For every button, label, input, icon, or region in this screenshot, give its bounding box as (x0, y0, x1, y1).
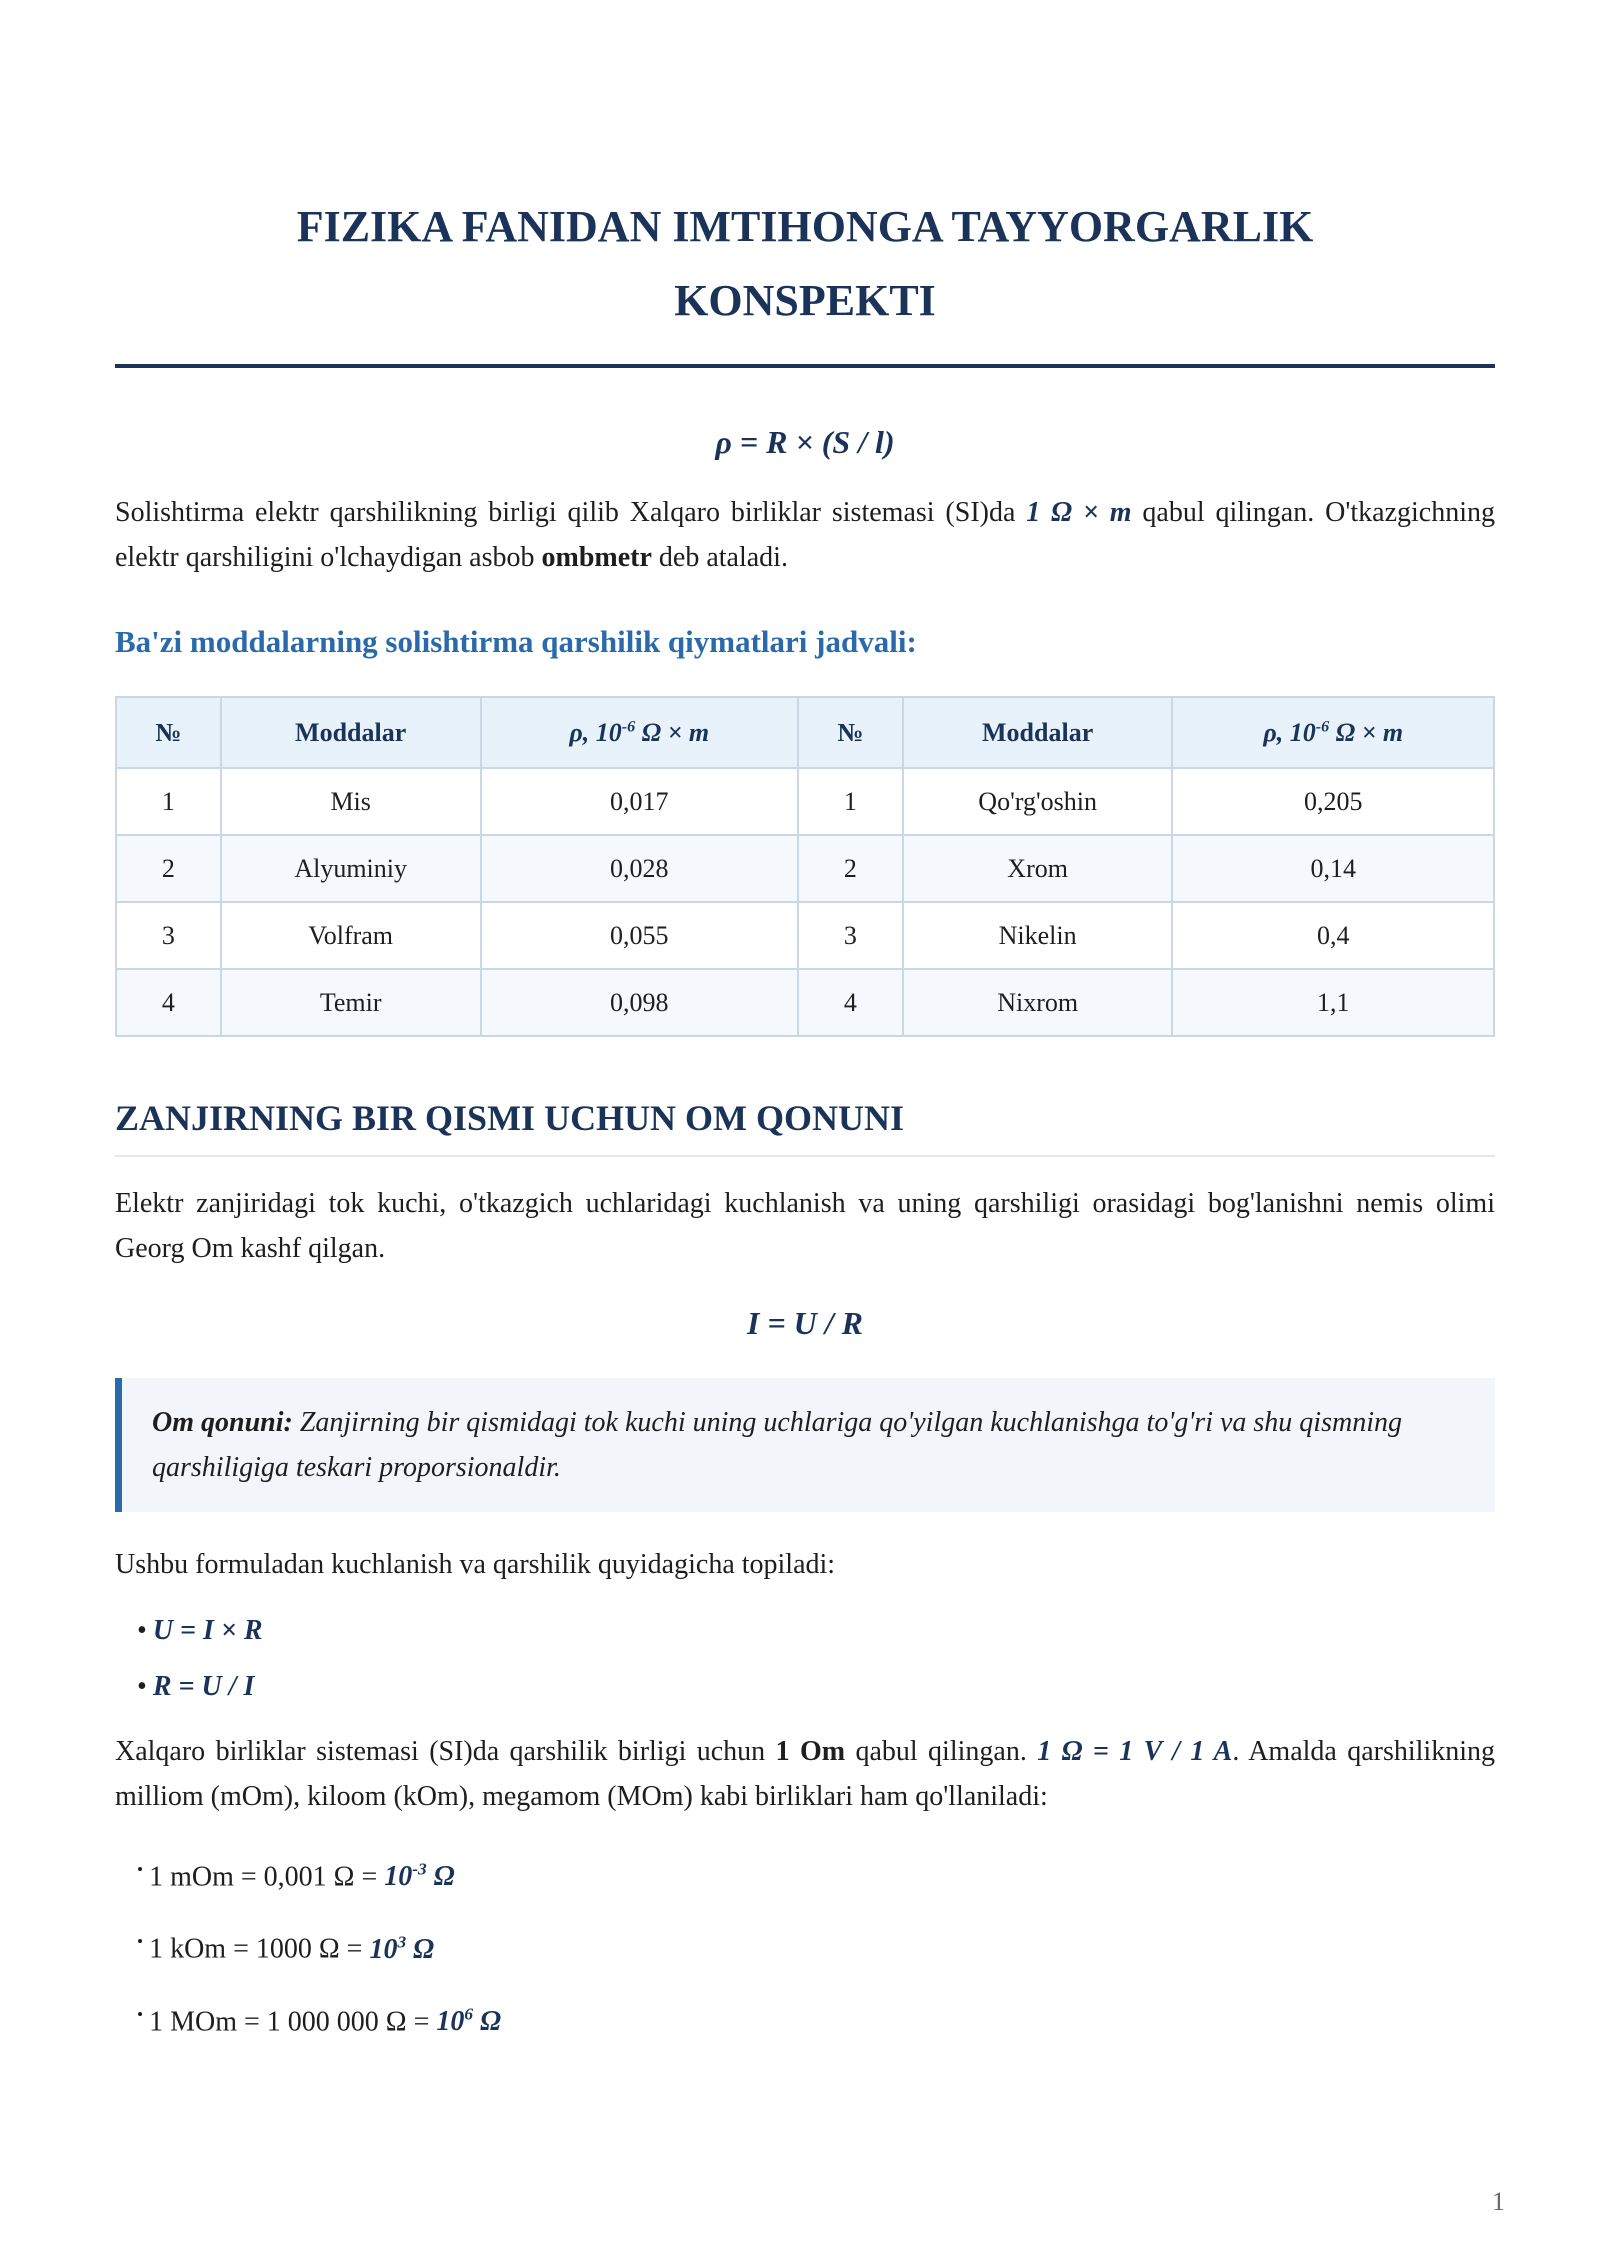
si-unit-paragraph (115, 1729, 1495, 1819)
cell-value: 0,017 (481, 768, 798, 835)
intro-unit: 1 Ω × m (1026, 497, 1132, 528)
si-unit-formula: 1 Ω = 1 V / 1 A (1037, 1736, 1233, 1767)
derived-formula-list (115, 1603, 1495, 1715)
cell-value: 1,1 (1172, 969, 1494, 1036)
list-item (137, 1603, 1495, 1659)
intro-bold-term: ombmetr (541, 542, 652, 573)
intro-text-3: deb ataladi. (651, 542, 788, 573)
header-substance-right: Moddalar (903, 697, 1173, 768)
cell-num: 3 (116, 902, 221, 969)
unit-text: 1 kOm = 1000 Ω = (149, 1933, 370, 1965)
cell-substance: Volfram (221, 902, 481, 969)
bullet-icon: • (137, 1860, 144, 1879)
list-item (137, 1659, 1495, 1715)
cell-substance: Xrom (903, 835, 1173, 902)
unit-power: $10^3$ Ω (369, 1932, 435, 1965)
cell-value: 0,14 (1172, 835, 1494, 902)
cell-num: 4 (116, 969, 221, 1036)
bullet-icon: • (137, 1671, 147, 1702)
intro-text-1: Solishtirma elektr qarshilikning birligi qilib Xalqaro birliklar sistemasi (SI)da (115, 497, 1027, 528)
ohm-formula: I = U / R (746, 1305, 864, 1341)
header-num-right: № (798, 697, 903, 768)
table-row (116, 969, 1494, 1036)
cell-num: 4 (798, 969, 903, 1036)
document-title (115, 190, 1495, 338)
resistivity-table (115, 696, 1495, 1037)
section-title: ZANJIRNING BIR QISMI UCHUN OM QONUNI (115, 1095, 1495, 1157)
bullet-icon: • (137, 2004, 144, 2024)
derived-formula: U = I × R (152, 1615, 263, 1646)
bullet-icon: • (137, 1615, 147, 1646)
page-number: 1 (1492, 2187, 1505, 2216)
cell-num: 3 (798, 902, 903, 969)
cell-substance: Alyuminiy (221, 835, 481, 902)
title-line-1: FIZIKA FANIDAN IMTIHONGA TAYYORGARLIK (296, 202, 1314, 251)
cell-num: 2 (798, 835, 903, 902)
header-rho-right: ρ, $10^{-6}$ Ω × m (1172, 697, 1494, 768)
table-row (116, 835, 1494, 902)
derived-formula: R = U / I (152, 1671, 255, 1702)
cell-substance: Nikelin (903, 902, 1173, 969)
document-page (115, 190, 1495, 2054)
cell-substance: Nixrom (903, 969, 1173, 1036)
title-divider (115, 364, 1495, 368)
cell-value: 0,055 (481, 902, 798, 969)
cell-value: 0,205 (1172, 768, 1494, 835)
unit-text: 1 mOm = 0,001 Ω = (149, 1861, 385, 1893)
cell-value: 0,4 (1172, 902, 1494, 969)
resistivity-formula: ρ = R × (S / l) (715, 424, 895, 460)
header-num-left: № (116, 697, 221, 768)
table-row (116, 768, 1494, 835)
si-text-2: qabul qilingan. (845, 1736, 1038, 1767)
list-item (137, 1909, 1495, 1981)
unit-power: $10^6$ Ω (436, 2004, 501, 2037)
header-substance-left: Moddalar (221, 697, 481, 768)
intro-paragraph (115, 490, 1495, 580)
list-item (137, 1837, 1495, 1909)
table-header-row (116, 697, 1494, 768)
ohm-law-callout (115, 1378, 1495, 1512)
cell-value: 0,028 (481, 835, 798, 902)
cell-num: 1 (116, 768, 221, 835)
cell-substance: Qo'rg'oshin (903, 768, 1173, 835)
title-line-2: KONSPEKTI (674, 276, 936, 325)
table-row (116, 902, 1494, 969)
unit-text: 1 MOm = 1 000 000 Ω = (149, 2005, 437, 2037)
intro-text-2: qabul qilingan. O'tkazgichning elektr qarshiligini o'lchaydigan asbob (115, 497, 1495, 573)
cell-value: 0,098 (481, 969, 798, 1036)
derive-intro-paragraph: Ushbu formuladan kuchlanish va qarshilik quyidagicha topiladi: (115, 1549, 836, 1580)
cell-num: 1 (798, 768, 903, 835)
list-item (137, 1982, 1495, 2054)
table-heading: Ba'zi moddalarning solishtirma qarshilik qiymatlari jadvali: (115, 624, 917, 659)
unit-power: $10^{-3}$ Ω (384, 1860, 455, 1893)
si-bold-unit: 1 Om (775, 1736, 846, 1767)
callout-label: Om qonuni: (152, 1407, 293, 1438)
cell-substance: Mis (221, 768, 481, 835)
si-text-3: . Amalda qarshilikning milliom (mOm), kiloom (kOm), megamom (MOm) kabi birliklari ham qo'llaniladi: (115, 1736, 1495, 1812)
callout-text: Zanjirning bir qismidagi tok kuchi uning uchlariga qo'yilgan kuchlanishga to'g'ri va shu qismning qarshiligiga teskari proporsionaldir. (152, 1407, 1402, 1483)
unit-conversion-list (115, 1837, 1495, 2054)
si-text-1: Xalqaro birliklar sistemasi (SI)da qarshilik birligi uchun (115, 1736, 776, 1767)
bullet-icon: • (137, 1932, 144, 1952)
cell-num: 2 (116, 835, 221, 902)
ohm-intro-paragraph: Elektr zanjiridagi tok kuchi, o'tkazgich uchlaridagi kuchlanish va uning qarshiligi orasidagi bog'lanishni nemis olimi Georg Om kashf qilgan. (115, 1188, 1495, 1264)
header-rho-left: ρ, $10^{-6}$ Ω × m (481, 697, 798, 768)
cell-substance: Temir (221, 969, 481, 1036)
